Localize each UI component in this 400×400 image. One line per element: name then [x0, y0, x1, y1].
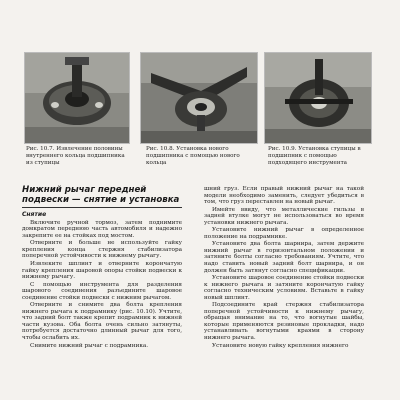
hub-install-photo-image [265, 53, 371, 143]
paragraph: Отверните и снимите два болта крепления нижнего рычага к подрамнику (рис. 10.10). Учтите, что задний болт также крепит подрамник к нижней части кузова. Оба болта очень сильно затянуты, потребуется достаточно длинный рычаг для того, чтобы ослабить их. [22, 302, 182, 342]
right-column [204, 186, 364, 350]
figure-10-7-photo [24, 52, 130, 144]
title-rule [22, 207, 182, 208]
figure-10-9-caption: Рис. 10.9. Установка ступицы в подшипник с помощью подходящего инструмента [268, 146, 361, 166]
figure-10-8-photo [140, 52, 258, 144]
section-title: Нижний рычаг передней подвески — снятие и установка [22, 185, 180, 205]
hub-bearing-photo-image [25, 53, 129, 143]
figure-10-9-photo [264, 52, 372, 144]
figure-10-8-caption: Рис. 10.8. Установка нового подшипника с помощью нового кольца [146, 146, 240, 166]
paragraph: Имейте ввиду, что металлические гильзы в задней втулке могут не использоваться во время установки нижнего рычага. [204, 206, 364, 226]
paragraph: Извлеките шплинт и отверните корончатую гайку крепления шаровой опоры стойки подвески к нижнему рычагу. [22, 261, 182, 281]
figure-10-7-caption: Рис. 10.7. Извлечение половины внутреннего кольца подшипника из ступицы [26, 146, 125, 166]
section-subtitle: Снятие [22, 211, 47, 219]
paragraph: Установите два болта шарнира, затем держите нижний рычаг в горизонтальном положении и затяните болты согласно требованиям. Учтите, что надо ставить новый задний болт шарнира, и он должен быть затянут согласно спецификации. [204, 241, 364, 274]
paragraph: Установите нижний рычаг в определенное положение на подрамнике. [204, 227, 364, 240]
paragraph: Подсоедините край стержня стабилизатора поперечной устойчивости к нижнему рычагу, обращая внимание на то, что вогнутые шайбы, которые применяются резиновые прокладки, надо устанавливать вогнутыми краями в сторону нижнего рычага. [204, 302, 364, 342]
bearing-install-photo-image [141, 53, 257, 143]
paragraph: Установите новую гайку крепления нижнего [212, 342, 349, 349]
paragraph: С помощью инструмента для разделения шарового соединения разъедините шаровое соединение стойки подвески с нижним рычагом. [22, 281, 182, 301]
paragraph: Включите ручной тормоз, затем поднимите домкратом переднюю часть автомобиля и надежно закрепите ее на стойках под мостом. [22, 219, 182, 239]
left-column [22, 186, 182, 350]
paragraph: шний груз. Если правый нижний рычаг на такой модели необходимо заменить, следует убедиться в том, что груз переставлен на новый рычаг. [204, 186, 364, 206]
paragraph: Установите шаровое соединение стойки подвески к нижнего рычага и затяните корончатую гайку согласно техническим условиям. Вставьте в гайку новый шплинт. [204, 275, 364, 301]
paragraph: Снимите нижний рычаг с подрамника. [30, 342, 149, 349]
paragraph: Отверните и больше не используйте гайку крепления конца стержня стабилизатора поперечной устойчивости к нижнему рычагу. [22, 240, 182, 260]
